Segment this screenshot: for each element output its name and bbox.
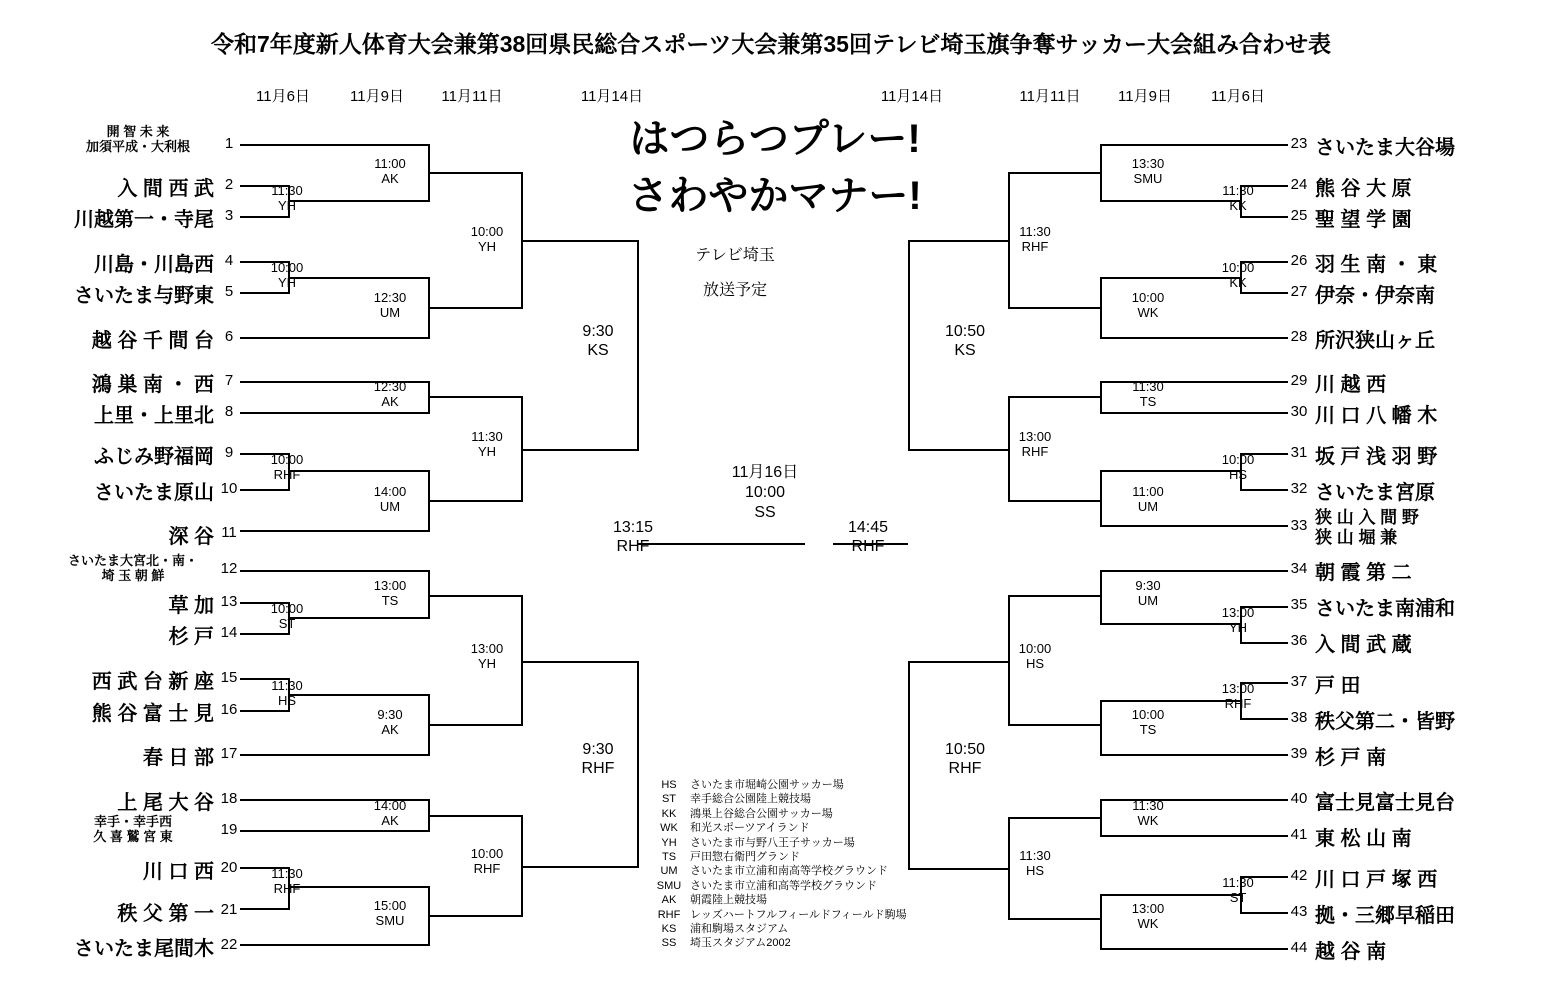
team-entry-34: 朝 霞 第 二 — [1315, 562, 1412, 584]
round-label-left-4: 11月14日 — [580, 88, 644, 105]
team-entry-19-line2: 久 喜 鷲 宮 東 — [93, 829, 173, 844]
match-L-r1-2021-time: 11:30 — [271, 866, 303, 881]
seed-32: 32 — [1290, 480, 1308, 497]
team-entry-28: 所沢狭山ヶ丘 — [1315, 330, 1435, 352]
bracket-line — [1240, 489, 1288, 491]
team-entry-27: 伊奈・伊奈南 — [1315, 285, 1435, 307]
match-R-semi-time: 14:45 — [847, 519, 889, 536]
match-L-r2-1213-time: 13:00 — [373, 578, 407, 593]
team-entry-6: 越 谷 千 間 台 — [91, 330, 214, 352]
match-R-r1-3738-time: 13:00 — [1221, 681, 1255, 696]
bracket-line — [240, 830, 430, 832]
seed-28: 28 — [1290, 328, 1308, 345]
bracket-line — [521, 661, 639, 663]
bracket-line — [521, 240, 639, 242]
team-entry-44: 越 谷 南 — [1315, 941, 1387, 963]
seed-13: 13 — [220, 593, 238, 610]
seed-9: 9 — [224, 444, 234, 461]
bracket-line — [637, 661, 639, 868]
team-entry-41: 東 松 山 南 — [1315, 828, 1412, 850]
match-R-r2-4344-time: 13:00 — [1131, 901, 1165, 916]
team-entry-18: 上 尾 大 谷 — [117, 792, 214, 814]
match-L-r1-23-venue: YH — [277, 198, 297, 213]
bracket-line — [428, 172, 523, 174]
legend-place: さいたま市立浦和高等学校グラウンド — [690, 879, 877, 892]
seed-14: 14 — [220, 624, 238, 641]
seed-36: 36 — [1290, 632, 1308, 649]
match-L-semi-venue: RHF — [616, 538, 650, 555]
match-R-r1-2627-time: 10:00 — [1221, 260, 1255, 275]
match-L-r1-1516-time: 11:30 — [271, 678, 303, 693]
match-L-r1-2021-venue: RHF — [273, 881, 301, 896]
match-L-r3-d-venue: RHF — [473, 861, 501, 876]
seed-41: 41 — [1290, 826, 1308, 843]
team-entry-1-line1: 開 智 未 来 — [106, 124, 170, 139]
seed-7: 7 — [224, 372, 234, 389]
seed-34: 34 — [1290, 560, 1308, 577]
match-L-r2-56-venue: UM — [379, 305, 401, 320]
match-L-r2-56-time: 12:30 — [373, 290, 407, 305]
match-R-r3-c-time: 10:00 — [1018, 641, 1052, 656]
match-R-r2-4344-venue: WK — [1137, 916, 1159, 931]
round-label-right-2: 11月11日 — [1019, 88, 1081, 105]
team-entry-8: 上里・上里北 — [94, 405, 214, 427]
seed-33: 33 — [1290, 517, 1308, 534]
team-entry-17: 春 日 部 — [142, 747, 214, 769]
bracket-line — [1100, 948, 1288, 950]
match-R-r4-b-venue: RHF — [948, 760, 982, 777]
legend-code: YH — [661, 836, 677, 849]
seed-18: 18 — [220, 790, 238, 807]
seed-16: 16 — [220, 701, 238, 718]
bracket-line — [1240, 292, 1288, 294]
round-label-right-1: 11月14日 — [880, 88, 944, 105]
match-R-r2-4041-time: 11:30 — [1132, 798, 1164, 813]
round-label-left-1: 11月6日 — [256, 88, 310, 105]
match-R-r2-4041-venue: WK — [1137, 813, 1159, 828]
match-L-r2-78-time: 12:30 — [373, 379, 407, 394]
match-L-r3-c-venue: YH — [477, 656, 497, 671]
seed-1: 1 — [224, 135, 234, 152]
match-L-semi-time: 13:15 — [612, 519, 654, 536]
legend-row — [650, 850, 909, 864]
match-L-r3-d-time: 10:00 — [470, 846, 504, 861]
match-R-r4-b-time: 10:50 — [944, 741, 986, 758]
legend-place: 鴻巣上谷総合公園サッカー場 — [690, 807, 833, 820]
match-R-r2-3233-venue: UM — [1137, 499, 1159, 514]
bracket-line — [1100, 470, 1102, 527]
match-L-r3-b-venue: YH — [477, 444, 497, 459]
team-entry-33-line1: 狭 山 入 間 野 — [1315, 508, 1419, 527]
team-entry-25: 聖 望 学 園 — [1315, 209, 1412, 231]
match-R-r4-a-time: 10:50 — [944, 323, 986, 340]
match-L-r1-45-venue: YH — [277, 275, 297, 290]
bracket-line-final — [725, 543, 805, 545]
match-R-r1-4243-time: 11:30 — [1222, 875, 1254, 890]
legend-place: 戸田惣右衛門グランド — [690, 851, 800, 864]
legend-code: SMU — [656, 879, 682, 892]
seed-40: 40 — [1290, 790, 1308, 807]
match-L-r1-23-time: 11:30 — [271, 183, 303, 198]
bracket-line — [1008, 724, 1102, 726]
match-R-r2-3435-time: 9:30 — [1135, 578, 1161, 593]
bracket-line — [908, 868, 1010, 870]
bracket-line — [240, 292, 290, 294]
seed-10: 10 — [220, 480, 238, 497]
team-entry-2: 入 間 西 武 — [117, 178, 214, 200]
bracket-line — [637, 240, 639, 451]
seed-6: 6 — [224, 328, 234, 345]
bracket-line — [1100, 754, 1288, 756]
match-L-r2-1011-time: 14:00 — [373, 484, 407, 499]
bracket-line — [240, 489, 290, 491]
bracket-line — [1100, 894, 1102, 950]
bracket-line — [908, 661, 1010, 663]
match-R-r1-3536-venue: YH — [1228, 620, 1248, 635]
match-R-r1-3738-venue: RHF — [1224, 696, 1252, 711]
seed-25: 25 — [1290, 207, 1308, 224]
seed-24: 24 — [1290, 176, 1308, 193]
slogan-line-2: さわやかマナー! — [628, 174, 922, 218]
team-entry-37: 戸 田 — [1315, 675, 1361, 697]
bracket-line — [240, 216, 290, 218]
match-L-r1-1314-time: 10:00 — [270, 601, 304, 616]
team-entry-29: 川 越 西 — [1315, 374, 1387, 396]
match-R-r1-2425-venue: KK — [1229, 198, 1247, 213]
match-R-r3-c-venue: HS — [1025, 656, 1045, 671]
bracket-line — [428, 500, 523, 502]
match-L-r2-2122-time: 15:00 — [373, 898, 407, 913]
team-entry-35: さいたま南浦和 — [1315, 598, 1455, 620]
bracket-line — [240, 754, 430, 756]
match-L-r4-b-venue: RHF — [581, 760, 615, 777]
bracket-line — [521, 449, 639, 451]
legend-row — [650, 792, 909, 806]
legend-code: TS — [661, 851, 677, 864]
match-R-r3-b-venue: RHF — [1021, 444, 1049, 459]
legend-code: UM — [660, 865, 678, 878]
legend-place: さいたま市立浦和南高等学校グラウンド — [690, 865, 888, 878]
bracket-line — [240, 412, 430, 414]
bracket-line — [240, 710, 290, 712]
team-entry-43: 拠・三郷早稲田 — [1315, 905, 1455, 927]
seed-37: 37 — [1290, 673, 1308, 690]
match-R-r3-d-venue: HS — [1025, 863, 1045, 878]
team-entry-30: 川 口 八 幡 木 — [1315, 405, 1438, 427]
bracket-line — [908, 449, 1010, 451]
match-L-r2-1213-venue: TS — [381, 593, 399, 608]
team-entry-14: 杉 戸 — [168, 626, 214, 648]
seed-12: 12 — [220, 560, 238, 577]
bracket-line — [1100, 525, 1288, 527]
bracket-line — [240, 337, 430, 339]
match-R-r2-2930-time: 11:30 — [1132, 379, 1164, 394]
match-L-r2-1617-venue: AK — [381, 722, 399, 737]
bracket-line — [1008, 918, 1102, 920]
broadcast-note: 放送予定 — [702, 282, 767, 299]
legend-place: レッズハートフルフィールドフィールド駒場 — [690, 908, 907, 921]
legend-place: 埼玉スタジアム2002 — [690, 937, 791, 950]
final-venue: SS — [754, 504, 776, 521]
bracket-line — [428, 724, 523, 726]
match-R-r1-3132-time: 10:00 — [1221, 452, 1255, 467]
match-R-r1-2425-time: 11:30 — [1222, 183, 1254, 198]
legend-code: RHF — [657, 908, 681, 921]
seed-29: 29 — [1290, 372, 1308, 389]
seed-31: 31 — [1290, 444, 1308, 461]
slogan-line-1: はつらつプレー! — [629, 117, 921, 161]
team-entry-36: 入 間 武 蔵 — [1315, 634, 1412, 656]
match-R-r2-3839-time: 10:00 — [1131, 707, 1165, 722]
match-R-r1-3536-time: 13:00 — [1221, 605, 1255, 620]
match-R-r1-4243-venue: ST — [1229, 890, 1247, 905]
legend-row — [650, 821, 909, 835]
bracket-line — [1008, 500, 1102, 502]
bracket-line — [1008, 396, 1102, 398]
match-L-r2-1011-venue: UM — [379, 499, 401, 514]
match-R-r1-3132-venue: HS — [1228, 467, 1248, 482]
legend-row — [650, 936, 909, 950]
team-entry-15: 西 武 台 新 座 — [91, 671, 214, 693]
team-entry-39: 杉 戸 南 — [1315, 747, 1387, 769]
seed-19: 19 — [220, 821, 238, 838]
bracket-line — [428, 396, 523, 398]
seed-23: 23 — [1290, 135, 1308, 152]
bracket-line — [1100, 144, 1288, 146]
seed-42: 42 — [1290, 867, 1308, 884]
match-L-r4-a-venue: KS — [587, 342, 609, 359]
match-L-r1-45-time: 10:00 — [270, 260, 304, 275]
seed-5: 5 — [224, 283, 234, 300]
match-L-r2-1617-time: 9:30 — [377, 707, 403, 722]
team-entry-26: 羽 生 南 ・ 東 — [1315, 254, 1438, 276]
match-L-r1-1516-venue: HS — [277, 693, 297, 708]
match-R-r2-2930-venue: TS — [1139, 394, 1157, 409]
team-entry-40: 富士見富士見台 — [1315, 792, 1455, 814]
bracket-line — [240, 144, 430, 146]
bracket-line — [1100, 570, 1288, 572]
legend-code: AK — [661, 894, 677, 907]
round-label-left-3: 11月11日 — [441, 88, 503, 105]
team-entry-38: 秩父第二・皆野 — [1315, 711, 1455, 733]
match-L-r2-1819-time: 14:00 — [373, 798, 407, 813]
seed-17: 17 — [220, 745, 238, 762]
team-entry-12-line2: 埼 玉 朝 鮮 — [101, 568, 165, 583]
match-R-r3-a-time: 11:30 — [1019, 224, 1051, 239]
match-R-r2-2728-venue: WK — [1137, 305, 1159, 320]
seed-2: 2 — [224, 176, 234, 193]
broadcaster-label: テレビ埼玉 — [695, 247, 775, 264]
bracket-line — [1100, 700, 1102, 756]
team-entry-31: 坂 戸 浅 羽 野 — [1315, 446, 1438, 468]
team-entry-5: さいたま与野東 — [74, 285, 214, 307]
match-L-r1-1314-venue: ST — [278, 616, 296, 631]
team-entry-21: 秩 父 第 一 — [117, 903, 214, 925]
bracket-line — [908, 240, 910, 451]
seed-15: 15 — [220, 669, 238, 686]
bracket-line — [428, 595, 523, 597]
bracket-line — [428, 915, 523, 917]
team-entry-7: 鴻 巣 南 ・ 西 — [91, 374, 214, 396]
legend-code: ST — [661, 793, 677, 806]
bracket-line — [1100, 337, 1288, 339]
bracket-line — [428, 815, 523, 817]
bracket-line — [521, 866, 639, 868]
team-entry-12-line1: さいたま大宮北・南・ — [67, 553, 198, 568]
match-L-r4-b-time: 9:30 — [582, 741, 614, 758]
match-L-r3-b-time: 11:30 — [471, 429, 503, 444]
seed-43: 43 — [1290, 903, 1308, 920]
team-entry-1-line2: 加須平成・大利根 — [85, 139, 190, 154]
legend-code: WK — [660, 822, 678, 835]
seed-20: 20 — [220, 859, 238, 876]
team-entry-33-line2: 狭 山 堀 兼 — [1315, 528, 1398, 547]
legend-place: 朝霞陸上競技場 — [690, 894, 767, 907]
match-R-r4-a-venue: KS — [954, 342, 976, 359]
seed-35: 35 — [1290, 596, 1308, 613]
match-L-r3-c-time: 13:00 — [470, 641, 504, 656]
seed-8: 8 — [224, 403, 234, 420]
legend-code: HS — [661, 779, 677, 791]
team-entry-11: 深 谷 — [168, 526, 214, 548]
match-L-r2-78-venue: AK — [381, 394, 399, 409]
legend-code: KK — [661, 807, 677, 820]
match-R-r2-3839-venue: TS — [1139, 722, 1157, 737]
bracket-line — [1240, 642, 1288, 644]
legend-place: さいたま市与野八王子サッカー場 — [690, 836, 855, 849]
bracket-line — [1240, 216, 1288, 218]
legend-row — [650, 778, 909, 792]
bracket-line — [1240, 912, 1288, 914]
bracket-line — [1008, 595, 1102, 597]
seed-27: 27 — [1290, 283, 1308, 300]
team-entry-19-line1: 幸手・幸手西 — [93, 814, 172, 829]
seed-11: 11 — [221, 524, 237, 541]
team-entry-4: 川島・川島西 — [94, 254, 214, 276]
final-date: 11月16日 — [731, 464, 799, 481]
match-L-r2-1-time: 11:00 — [374, 156, 406, 171]
bracket-line — [240, 944, 430, 946]
round-label-left-2: 11月9日 — [350, 88, 404, 105]
seed-3: 3 — [224, 207, 234, 224]
team-entry-10: さいたま原山 — [94, 482, 214, 504]
team-entry-13: 草 加 — [168, 595, 214, 617]
team-entry-9: ふじみ野福岡 — [94, 446, 214, 468]
match-L-r1-910-time: 10:00 — [270, 452, 304, 467]
venue-legend — [650, 778, 909, 951]
bracket-line — [1100, 835, 1288, 837]
page-title: 令和7年度新人体育大会兼第38回県民総合スポーツ大会兼第35回テレビ埼玉旗争奪サッカー大会組み合わせ表 — [210, 31, 1332, 57]
legend-code: SS — [661, 937, 677, 950]
legend-row — [650, 864, 909, 878]
match-L-r1-910-venue: RHF — [273, 467, 301, 482]
legend-row — [650, 908, 909, 922]
team-entry-20: 川 口 西 — [142, 861, 214, 883]
legend-row — [650, 807, 909, 821]
match-R-r3-d-time: 11:30 — [1019, 848, 1051, 863]
match-R-r3-a-venue: RHF — [1021, 239, 1049, 254]
legend-row — [650, 879, 909, 893]
match-L-r4-a-time: 9:30 — [582, 323, 614, 340]
match-L-r3-a-venue: YH — [477, 239, 497, 254]
final-time: 10:00 — [744, 484, 786, 501]
match-L-r3-a-time: 10:00 — [470, 224, 504, 239]
legend-row — [650, 836, 909, 850]
bracket-line — [1008, 817, 1102, 819]
bracket-line — [240, 633, 290, 635]
match-R-r2-2728-time: 10:00 — [1131, 290, 1165, 305]
legend-row — [650, 922, 909, 936]
seed-30: 30 — [1290, 403, 1308, 420]
team-entry-16: 熊 谷 富 士 見 — [91, 703, 214, 725]
team-entry-23: さいたま大谷場 — [1315, 137, 1455, 159]
bracket-line — [1240, 718, 1288, 720]
round-label-right-3: 11月9日 — [1118, 88, 1172, 105]
team-entry-22: さいたま尾間木 — [74, 938, 214, 960]
match-R-r1-2627-venue: KK — [1229, 275, 1247, 290]
team-entry-32: さいたま宮原 — [1315, 482, 1435, 504]
bracket-line — [428, 307, 523, 309]
bracket-line — [240, 908, 290, 910]
seed-22: 22 — [220, 936, 238, 953]
match-L-r2-2122-venue: SMU — [375, 913, 405, 928]
bracket-line — [1100, 412, 1288, 414]
seed-4: 4 — [224, 252, 234, 269]
seed-26: 26 — [1290, 252, 1308, 269]
bracket-line — [908, 240, 1010, 242]
bracket-line — [240, 530, 430, 532]
match-R-semi-venue: RHF — [851, 538, 885, 555]
match-L-r2-1819-venue: AK — [381, 813, 399, 828]
legend-code: KS — [661, 923, 677, 936]
bracket-line — [1100, 570, 1102, 625]
team-entry-3: 川越第一・寺尾 — [74, 209, 214, 231]
match-R-r2-3435-venue: UM — [1137, 593, 1159, 608]
seed-38: 38 — [1290, 709, 1308, 726]
match-L-r2-1-venue: AK — [381, 171, 399, 186]
match-R-r3-b-time: 13:00 — [1018, 429, 1052, 444]
match-R-r2-3233-time: 11:00 — [1132, 484, 1164, 499]
match-R-r2-2324-time: 13:30 — [1131, 156, 1165, 171]
bracket-line — [240, 570, 430, 572]
legend-place: 和光スポーツアイランド — [690, 822, 810, 835]
round-label-right-4: 11月6日 — [1211, 88, 1265, 105]
seed-39: 39 — [1290, 745, 1308, 762]
legend-place: 幸手総合公園陸上競技場 — [690, 793, 811, 806]
legend-row — [650, 893, 909, 907]
team-entry-42: 川 口 戸 塚 西 — [1315, 869, 1438, 891]
team-entry-24: 熊 谷 大 原 — [1315, 178, 1412, 200]
bracket-line — [1008, 307, 1102, 309]
match-R-r2-2324-venue: SMU — [1133, 171, 1163, 186]
legend-place: 浦和駒場スタジアム — [690, 923, 789, 936]
seed-44: 44 — [1290, 939, 1308, 956]
seed-21: 21 — [220, 901, 238, 918]
bracket-line — [1008, 172, 1102, 174]
legend-place: さいたま市堀崎公園サッカー場 — [690, 779, 844, 791]
